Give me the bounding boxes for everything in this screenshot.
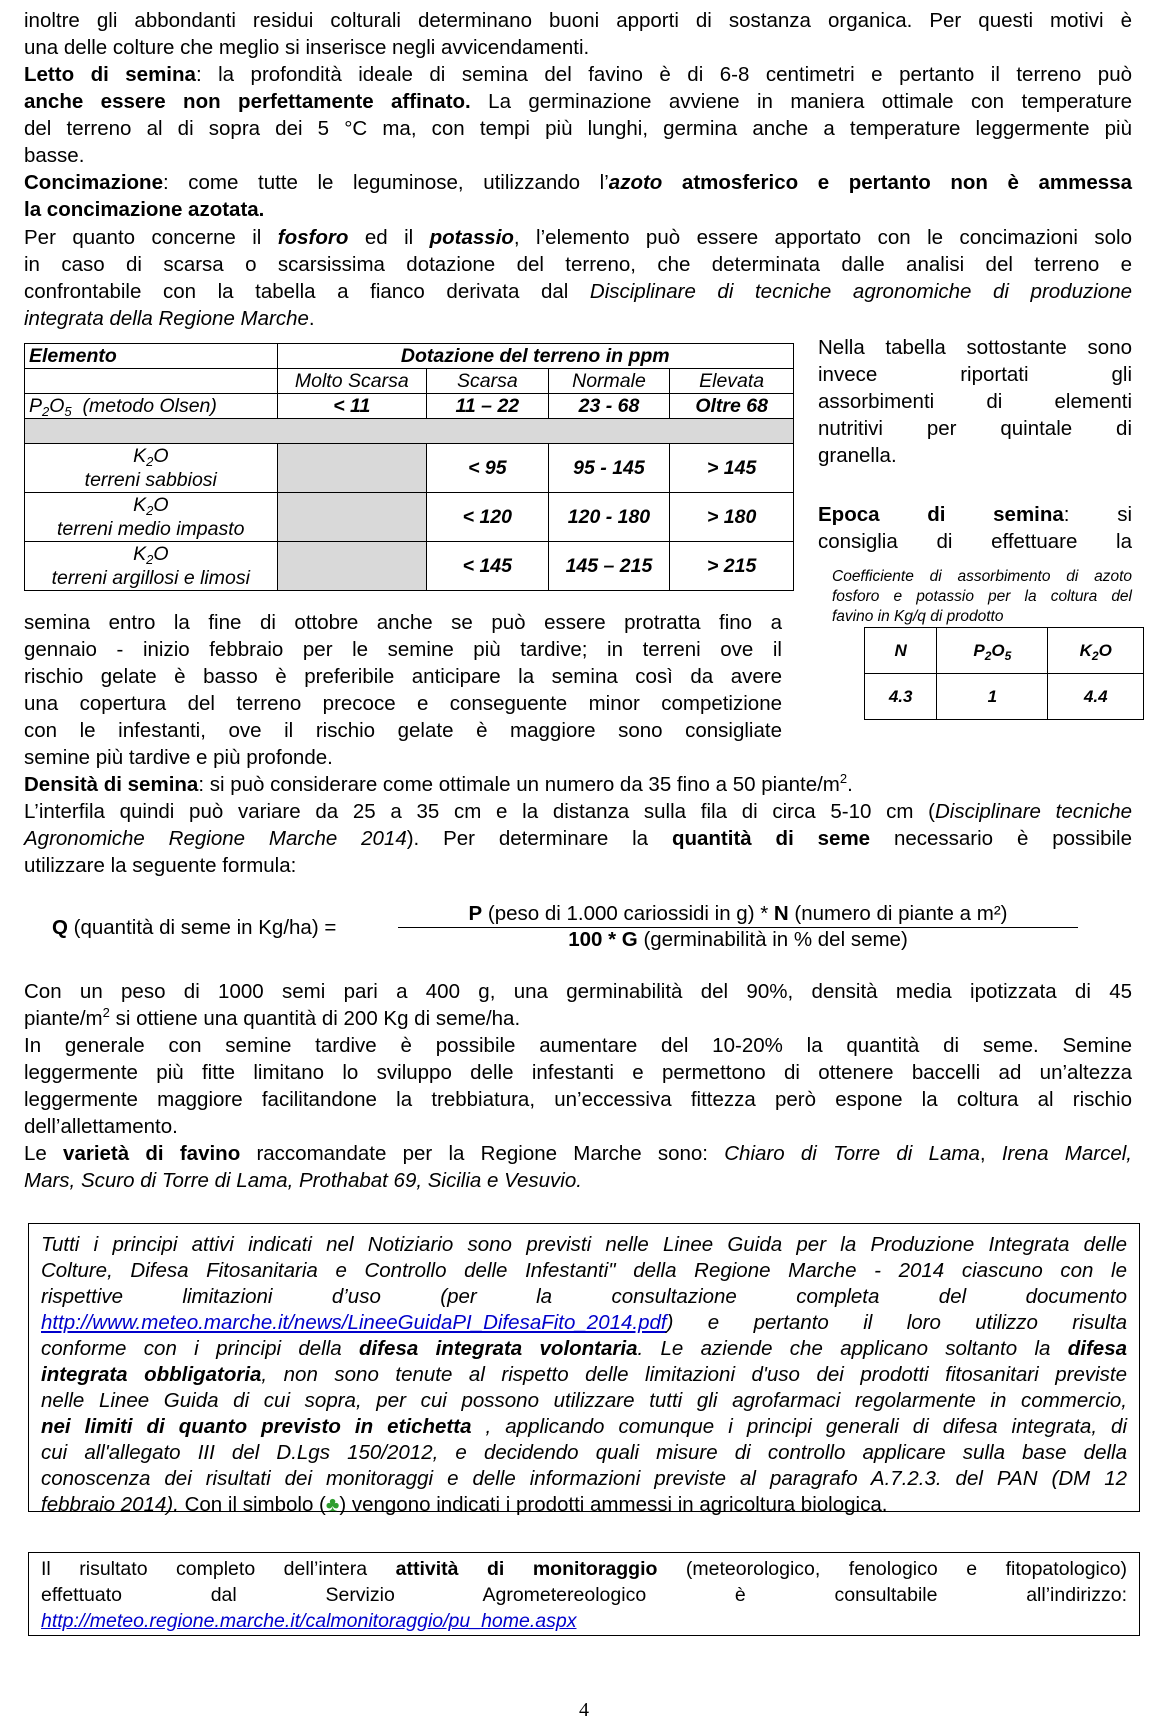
table-cell: 1 <box>937 674 1048 720</box>
text-span: . Le aziende che applicano soltanto la <box>637 1337 1068 1360</box>
text-line: Con un peso di 1000 semi pari a 400 g, una germinabilità del 90%, densità media ipotizzata di 45 <box>24 980 1132 1003</box>
text-span: : si può considerare come ottimale un numero da 35 fino a 50 piante/m <box>198 773 840 796</box>
text-span: , l’elemento può essere apportato con le concimazioni solo <box>513 226 1133 249</box>
text-line: semine più tardive e più profonde. <box>24 746 333 769</box>
table-cell: 23 - 68 <box>548 394 670 419</box>
table-cell: 145 – 215 <box>548 542 670 591</box>
text-line: consiglia di effettuare la <box>818 530 1132 553</box>
text-line: invece riportati gli <box>818 363 1132 386</box>
densita-paragraph: Densità di semina: si può considerare come ottimale un numero da 35 fino a 50 piante/$m^2$. L’interfila quindi può variare da 25 a 35 cm e la distanza sulla fila di circa 5-10 cm (Disciplinare tecniche Agronomiche Regione Marche 2014). Per determinare la quantità di seme necessario è possibile utilizzare la seguente formula: <box>24 771 1132 877</box>
formula-denominator <box>398 926 1078 953</box>
text-span: : la profondità ideale di semina del favino è di 6-8 centimetri e pertanto il terreno può <box>195 63 1132 86</box>
table-level: Molto Scarsa <box>277 369 426 394</box>
concimazione-heading: Concimazione <box>24 171 163 194</box>
text-span: fosforo <box>277 226 349 249</box>
text-span: piante/m <box>24 1007 103 1030</box>
text-span: , applicando comunque i principi generali di difesa integrata, di <box>471 1415 1128 1438</box>
epoca-paragraph <box>24 609 782 771</box>
intro-paragraph <box>24 7 1132 61</box>
text-line: del terreno al di sopra dei 5 °C ma, con tempi più lunghi, germina anche a temperature leggermente più <box>24 117 1132 140</box>
club-icon: ♣ <box>325 1493 340 1516</box>
text-span: potassio <box>429 226 514 249</box>
small-table-caption: Coefficiente di assorbimento di azoto fosforo e potassio per la coltura del favino in Kg/q di prodotto <box>832 568 1132 625</box>
table-cell-grey <box>277 493 426 542</box>
text-span: P <box>468 902 483 925</box>
text-span: Il risultato completo dell’intera <box>41 1558 396 1580</box>
text-span: confrontabile con la tabella a fianco derivata dal <box>24 280 590 303</box>
densita-heading: Densità di semina <box>24 773 199 796</box>
text-span: conforme con i principi della <box>41 1337 360 1360</box>
text-line: leggermente maggiore facilitandone la trebbiatura, un’eccessiva fittezza però espone la coltura al rischio <box>24 1088 1132 1111</box>
text-span: L’interfila quindi può variare da 25 a 35 cm e la distanza sulla fila di circa 5-10 cm ( <box>24 800 935 823</box>
epoca-heading: Epoca di semina <box>818 503 1064 526</box>
text-span: La germinazione avviene in maniera ottimale con temperature <box>470 90 1132 113</box>
text-line: in caso di scarsa o scarsissima dotazione del terreno, che determinata dalle analisi del terreno e <box>24 253 1132 276</box>
text-span: (germinabilità in % del seme) <box>637 928 908 951</box>
table-cell: 11 – 22 <box>427 394 549 419</box>
text-line: assorbimenti di elementi <box>818 390 1132 413</box>
text-span: Mars, Scuro di Torre di Lama, Prothabat 69, Sicilia e Vesuvio. <box>24 1169 582 1192</box>
table-header-element: Elemento <box>25 344 278 369</box>
text-span: (peso di 1.000 cariossidi in g) * <box>482 902 774 925</box>
text-span: : si <box>1063 503 1132 526</box>
text-span: . <box>847 773 853 796</box>
text-line: In generale con semine tardive è possibile aumentare del 10-20% la quantità di seme. Semine <box>24 1034 1132 1057</box>
text-span: 100 * G <box>568 928 638 951</box>
text-span: ed il <box>348 226 430 249</box>
table-cell-grey <box>277 542 426 591</box>
table-level: Normale <box>548 369 670 394</box>
table-cell: 95 - 145 <box>548 444 670 493</box>
text-span: la concimazione azotata. <box>24 198 265 221</box>
text-span: Per quanto concerne il <box>24 226 278 249</box>
table-spacer-row <box>25 419 794 444</box>
table-cell: > 215 <box>670 542 794 591</box>
text-span: integrata obbligatoria <box>41 1363 262 1386</box>
concimazione-paragraph <box>24 169 1132 223</box>
formula-numerator <box>398 900 1078 927</box>
letto-paragraph <box>24 61 1132 169</box>
text-span: difesa <box>1067 1337 1127 1360</box>
nutrient-table <box>24 343 794 591</box>
text-span: : come tutte le leguminose, utilizzando l’ <box>162 171 609 194</box>
absorption-table <box>864 627 1144 720</box>
table-cell: Oltre 68 <box>670 394 794 419</box>
table-cell: 4.4 <box>1048 674 1144 720</box>
table-cell: > 180 <box>670 493 794 542</box>
text-span: ) e pertanto il loro utilizzo risulta <box>666 1311 1127 1334</box>
page-number: 4 <box>579 1699 589 1721</box>
text-span: Disciplinare tecniche <box>934 800 1132 823</box>
table-cell: 4.3 <box>865 674 937 720</box>
text-span: ). Per determinare la <box>406 827 672 850</box>
table-cell-grey <box>277 444 426 493</box>
text-span: Con il simbolo ( <box>178 1493 326 1516</box>
table-header-dotazione: Dotazione del terreno in ppm <box>277 344 793 369</box>
text-span: (quantità di seme in Kg/ha) = <box>67 916 337 939</box>
text-span: atmosferico e pertanto non è ammessa <box>662 171 1132 194</box>
text-span: febbraio 2014). <box>41 1493 179 1516</box>
text-span: quantità di seme <box>671 827 871 850</box>
text-span: Q <box>52 916 68 939</box>
disclaimer-box: Tutti i principi attivi indicati nel Notiziario sono previsti nelle Linee Guida per la Produzione Integrata delle Colture, Difesa Fitosanitaria e Controllo delle Infestanti" della Regione Marche - 2014 ciascuno con le rispettive limitazioni d’uso (per la consultazione completa del documento http://www.meteo.marche.it/news/LineeGuidaPI_DifesaFito_2014.pdf) e pertanto il loro utilizzo risulta conforme con i principi della difesa integrata volontaria. Le aziende che applicano soltanto la difesa integrata obbligatoria, non sono tenute al rispetto delle limitazioni d'uso dei prodotti fitosanitari previste nelle Linee Guida di cui sopra, per cui possono utilizzare tutti gli agrofarmaci regolarmente in commercio, nei limiti di quanto previsto in etichetta , applicando comunque i principi generali di difesa integrata, di cui all'allegato III del D.Lgs 150/2012, e decidendo quali misure di controllo applicare sulla base della conoscenza dei risultati dei monitoraggi e delle informazioni previste al paragrafo A.7.2.3. del PAN (DM 12 febbraio 2014). Con il simbolo (♣) vengono indicati i prodotti ammessi in agricoltura biologica. <box>28 1223 1140 1512</box>
table-row-label-k2o: $K_2O$ terreni medio impasto <box>25 493 278 542</box>
text-span: (meteorologico, fenologico e fitopatologico) <box>657 1558 1127 1580</box>
text-span: azoto <box>608 171 663 194</box>
text-span: necessario è possibile <box>870 827 1132 850</box>
table-cell: < 11 <box>277 394 426 419</box>
text-span: Agronomiche Regione Marche 2014 <box>24 827 407 850</box>
text-span: Irena Marcel, <box>1001 1142 1132 1165</box>
text-span: anche essere non perfettamente affinato. <box>24 90 471 113</box>
text-span: Le <box>24 1142 64 1165</box>
text-line: una copertura del terreno precoce e conseguente minor competizione <box>24 692 782 715</box>
text-line: rischio gelate è basso è preferibile anticipare la semina così da avere <box>24 665 782 688</box>
text-line: gennaio - inizio febbraio per le semine più tardive; in terreni ove il <box>24 638 782 661</box>
table-cell: < 120 <box>427 493 549 542</box>
generale-paragraph <box>24 1032 1132 1140</box>
table-row-label-k2o: $K_2O$ terreni argillosi e limosi <box>25 542 278 591</box>
text-line: utilizzare la seguente formula: <box>24 854 297 877</box>
table-cell: 120 - 180 <box>548 493 670 542</box>
table-header: $P_2O_5$ <box>937 628 1048 674</box>
text-line: granella. <box>818 444 897 467</box>
text-line: semina entro la fine di ottobre anche se può essere protratta fino a <box>24 611 782 634</box>
text-line: leggermente più fitte limitano lo sviluppo delle infestanti e permettono di ottenere baccelli ad un’altezza <box>24 1061 1132 1084</box>
text-span: attività di monitoraggio <box>395 1558 658 1580</box>
text-span: si ottiene una quantità di 200 Kg di seme/ha. <box>109 1007 521 1030</box>
table-header: $K_2O$ <box>1048 628 1144 674</box>
table-cell: > 145 <box>670 444 794 493</box>
text-span: Chiaro di Torre di Lama <box>724 1142 980 1165</box>
monitoraggio-box: Il risultato completo dell’intera attività di monitoraggio (meteorologico, fenologico e fitopatologico) effettuato dal Servizio Agrometereologico è consultabile all’indirizzo: http://meteo.regione.marche.it/calmonitoraggio/pu_home.aspx <box>28 1552 1140 1636</box>
letto-heading: Letto di semina <box>24 63 196 86</box>
text-span: Disciplinare di tecniche agronomiche di produzione <box>589 280 1132 303</box>
formula-lhs <box>52 914 336 941</box>
table-level: Scarsa <box>427 369 549 394</box>
side-column <box>818 334 1132 469</box>
table-level: Elevata <box>670 369 794 394</box>
table-cell-empty <box>25 369 278 394</box>
text-line: dell’allettamento. <box>24 1115 178 1138</box>
varieta-paragraph <box>24 1140 1132 1194</box>
text-span: difesa integrata volontaria <box>359 1337 638 1360</box>
text-line: nutritivi per quintale di <box>818 417 1132 440</box>
text-span: , non sono tenute al rispetto delle limitazioni d'uso dei prodotti fitosanitari previste <box>261 1363 1128 1386</box>
text-line: una delle colture che meglio si inserisce negli avvicendamenti. <box>24 36 590 59</box>
fosforo-paragraph <box>24 224 1132 332</box>
text-span: integrata della Regione Marche <box>24 307 309 330</box>
text-span: raccomandate per la Regione Marche sono: <box>240 1142 725 1165</box>
text-span: nei limiti di quanto previsto in etichetta <box>41 1415 472 1438</box>
text-span: , <box>979 1142 1002 1165</box>
text-span: (numero di piante a m²) <box>788 902 1008 925</box>
text-span: ) vengono indicati i prodotti ammessi in agricoltura biologica. <box>339 1493 888 1516</box>
linee-guida-link[interactable]: http://www.meteo.marche.it/news/LineeGuidaPI_DifesaFito_2014.pdf <box>41 1311 667 1334</box>
table-row-label-k2o: $K_2O$ terreni sabbiosi <box>25 444 278 493</box>
text-span: N <box>773 902 789 925</box>
example-paragraph: Con un peso di 1000 semi pari a 400 g, una germinabilità del 90%, densità media ipotizzata di 45 piante/$m^2$ si ottiene una quantità di 200 Kg di seme/ha. <box>24 980 1132 1030</box>
text-line: Nella tabella sottostante sono <box>818 336 1132 359</box>
table-cell: < 95 <box>427 444 549 493</box>
monitoraggio-link[interactable]: http://meteo.regione.marche.it/calmonitoraggio/pu_home.aspx <box>41 1610 577 1632</box>
table-cell: < 145 <box>427 542 549 591</box>
text-line: basse. <box>24 144 85 167</box>
text-span: . <box>308 307 315 330</box>
text-span: varietà di favino <box>63 1142 241 1165</box>
text-line: con le infestanti, ove il rischio gelate è maggiore sono consigliate <box>24 719 782 742</box>
epoca-side <box>818 501 1132 555</box>
table-header: N <box>865 628 937 674</box>
table-row-label-p2o5: $P_2O_5$ (metodo Olsen) <box>25 394 278 419</box>
text-line: inoltre gli abbondanti residui colturali determinano buoni apporti di sostanza organica. Per questi motivi è <box>24 9 1132 32</box>
